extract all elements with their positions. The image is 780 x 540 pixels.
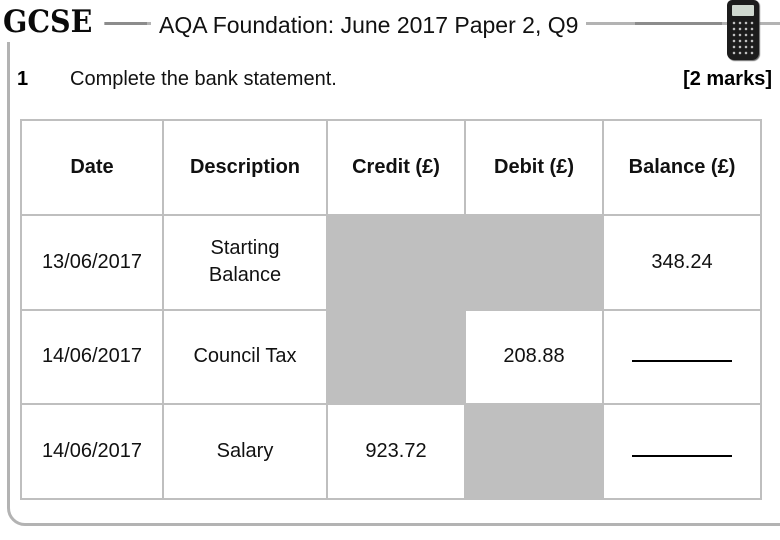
description-line: Starting xyxy=(210,237,280,260)
description-cell xyxy=(163,215,327,310)
column-header-credit: Credit (£) xyxy=(327,120,465,215)
balance-cell xyxy=(603,310,761,405)
debit-cell-shaded xyxy=(465,215,603,310)
calculator-keys xyxy=(731,20,755,56)
header-rule-left xyxy=(105,22,147,25)
header-rule-right xyxy=(635,22,722,25)
date-cell: 13/06/2017 xyxy=(21,215,163,310)
bank-statement-table xyxy=(20,119,762,500)
credit-cell: 923.72 xyxy=(327,404,465,499)
description-cell: Salary xyxy=(163,404,327,499)
table-row xyxy=(21,404,761,499)
description-cell: Council Tax xyxy=(163,310,327,405)
balance-answer-line[interactable] xyxy=(632,352,732,362)
debit-cell-shaded xyxy=(465,404,603,499)
question-marks: [2 marks] xyxy=(683,68,772,90)
column-header-balance: Balance (£) xyxy=(603,120,761,215)
page-title: AQA Foundation: June 2017 Paper 2, Q9 xyxy=(151,8,586,42)
table-row xyxy=(21,215,761,310)
date-cell: 14/06/2017 xyxy=(21,404,163,499)
balance-cell xyxy=(603,404,761,499)
credit-cell-shaded xyxy=(327,310,465,405)
gcse-logo xyxy=(0,2,104,42)
balance-answer-line[interactable] xyxy=(632,447,732,457)
calculator-icon xyxy=(727,0,759,60)
date-cell: 14/06/2017 xyxy=(21,310,163,405)
column-header-date: Date xyxy=(21,120,163,215)
column-header-debit: Debit (£) xyxy=(465,120,603,215)
gcse-logo-text: GCSE xyxy=(3,4,93,40)
calculator-screen xyxy=(732,5,754,16)
table-row xyxy=(21,310,761,405)
debit-cell: 208.88 xyxy=(465,310,603,405)
credit-cell-shaded xyxy=(327,215,465,310)
question-number: 1 xyxy=(17,68,29,90)
table-header-row xyxy=(21,120,761,215)
description-line: Balance xyxy=(208,264,282,287)
balance-cell: 348.24 xyxy=(603,215,761,310)
column-header-description: Description xyxy=(163,120,327,215)
question-prompt: Complete the bank statement. xyxy=(70,68,337,90)
